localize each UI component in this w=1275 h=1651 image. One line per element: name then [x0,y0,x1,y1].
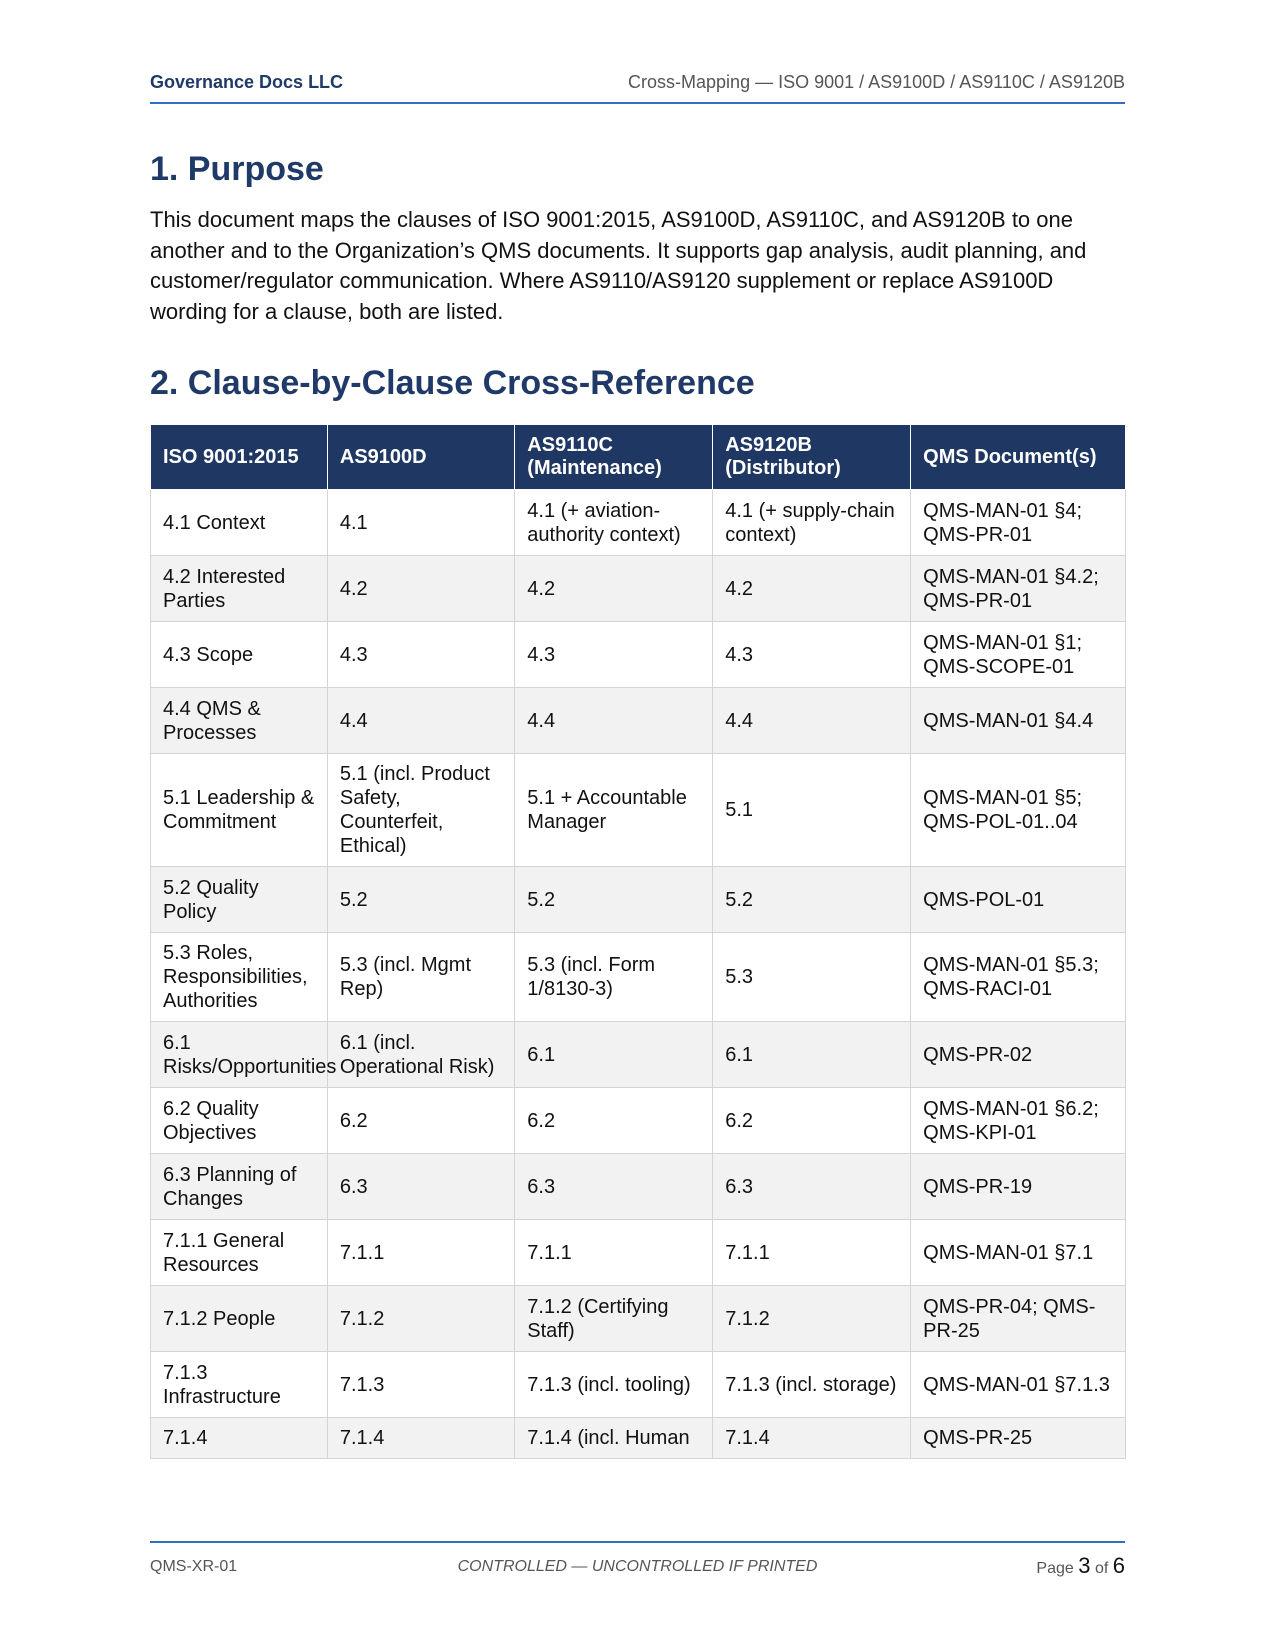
page-header [150,72,1125,104]
as9100d-cell: 6.1 (incl. Operational Risk) [327,1022,514,1088]
as9110c-cell: 7.1.1 [515,1220,713,1286]
as9120b-cell: 7.1.4 [713,1418,911,1459]
table-row [151,754,1126,867]
table-row [151,556,1126,622]
iso9001-cell: 4.1 Context [151,490,328,556]
iso9001-cell: 7.1.2 People [151,1286,328,1352]
qms-documents-cell: QMS-MAN-01 §6.2; QMS-KPI-01 [911,1088,1126,1154]
column-header-as9110c: AS9110C (Maintenance) [515,425,713,490]
purpose-paragraph: This document maps the clauses of ISO 9001:2015, AS9100D, AS9110C, and AS9120B to one another and to the Organization’s QMS documents. It supports gap analysis, audit planning, and customer/regulator communication. Where AS9110/AS9120 supplement or replace AS9100D wording for a clause, both are listed. [150,207,1087,324]
footer-control-notice: CONTROLLED — UNCONTROLLED IF PRINTED [457,1558,818,1575]
as9110c-cell: 6.1 [515,1022,713,1088]
table-row [151,1352,1126,1418]
page-prefix: Page [1036,1560,1074,1577]
iso9001-cell: 5.1 Leadership & Commitment [151,754,328,867]
iso9001-cell: 7.1.1 General Resources [151,1220,328,1286]
as9100d-cell: 5.1 (incl. Product Safety, Counterfeit, Ethical) [327,754,514,867]
as9110c-cell: 4.4 [515,688,713,754]
iso9001-cell: 6.1 Risks/Opportunities [151,1022,328,1088]
as9100d-cell: 4.4 [327,688,514,754]
table-row [151,622,1126,688]
header-document-title: Cross-Mapping — ISO 9001 / AS9100D / AS9110C / AS9120B [628,72,1125,92]
table-row [151,1022,1126,1088]
qms-documents-cell: QMS-MAN-01 §4; QMS-PR-01 [911,490,1126,556]
table-row [151,1088,1126,1154]
table-header-row [151,425,1126,490]
as9120b-cell: 4.4 [713,688,911,754]
as9100d-cell: 4.3 [327,622,514,688]
qms-documents-cell: QMS-MAN-01 §5.3; QMS-RACI-01 [911,933,1126,1022]
qms-documents-cell: QMS-PR-19 [911,1154,1126,1220]
iso9001-cell: 4.4 QMS & Processes [151,688,328,754]
page-total: 6 [1112,1553,1125,1578]
as9120b-cell: 5.1 [713,754,911,867]
as9100d-cell: 6.3 [327,1154,514,1220]
iso9001-cell: 4.2 Interested Parties [151,556,328,622]
as9110c-cell: 7.1.3 (incl. tooling) [515,1352,713,1418]
page-current: 3 [1078,1553,1091,1578]
as9110c-cell: 7.1.2 (Certifying Staff) [515,1286,713,1352]
as9120b-cell: 6.2 [713,1088,911,1154]
qms-documents-cell: QMS-MAN-01 §4.2; QMS-PR-01 [911,556,1126,622]
iso9001-cell: 7.1.3 Infrastructure [151,1352,328,1418]
iso9001-cell: 6.3 Planning of Changes [151,1154,328,1220]
cross-reference-table [150,424,1126,1459]
qms-documents-cell: QMS-MAN-01 §5; QMS-POL-01..04 [911,754,1126,867]
as9110c-cell: 5.3 (incl. Form 1/8130-3) [515,933,713,1022]
table-row [151,1418,1126,1459]
column-header-iso9001: ISO 9001:2015 [151,425,328,490]
table-row [151,1154,1126,1220]
header-company-name: Governance Docs LLC [150,72,344,92]
crossref-heading: 2. Clause-by-Clause Cross-Reference [150,364,755,402]
table-row [151,1220,1126,1286]
purpose-heading: 1. Purpose [150,150,324,188]
as9120b-cell: 6.1 [713,1022,911,1088]
as9110c-cell: 6.2 [515,1088,713,1154]
footer-document-id: QMS-XR-01 [150,1558,238,1575]
as9110c-cell: 7.1.4 (incl. Human [515,1418,713,1459]
table-row [151,490,1126,556]
as9100d-cell: 7.1.2 [327,1286,514,1352]
as9120b-cell: 4.3 [713,622,911,688]
qms-documents-cell: QMS-MAN-01 §7.1.3 [911,1352,1126,1418]
as9120b-cell: 7.1.2 [713,1286,911,1352]
as9110c-cell: 4.3 [515,622,713,688]
as9120b-cell: 7.1.1 [713,1220,911,1286]
table-row [151,1286,1126,1352]
as9110c-cell: 6.3 [515,1154,713,1220]
as9110c-cell: 5.1 + Accountable Manager [515,754,713,867]
as9120b-cell: 7.1.3 (incl. storage) [713,1352,911,1418]
as9120b-cell: 4.1 (+ supply-chain context) [713,490,911,556]
as9100d-cell: 4.1 [327,490,514,556]
column-header-as9120b: AS9120B (Distributor) [713,425,911,490]
qms-documents-cell: QMS-PR-02 [911,1022,1126,1088]
table-row [151,867,1126,933]
qms-documents-cell: QMS-PR-25 [911,1418,1126,1459]
qms-documents-cell: QMS-MAN-01 §1; QMS-SCOPE-01 [911,622,1126,688]
iso9001-cell: 6.2 Quality Objectives [151,1088,328,1154]
as9110c-cell: 4.1 (+ aviation-authority context) [515,490,713,556]
column-header-qms-documents: QMS Document(s) [911,425,1126,490]
as9100d-cell: 4.2 [327,556,514,622]
footer-page-number [1036,1553,1125,1579]
iso9001-cell: 7.1.4 [151,1418,328,1459]
column-header-as9100d: AS9100D [327,425,514,490]
as9120b-cell: 5.2 [713,867,911,933]
iso9001-cell: 4.3 Scope [151,622,328,688]
as9120b-cell: 6.3 [713,1154,911,1220]
as9120b-cell: 5.3 [713,933,911,1022]
as9120b-cell: 4.2 [713,556,911,622]
as9100d-cell: 7.1.3 [327,1352,514,1418]
as9100d-cell: 7.1.1 [327,1220,514,1286]
qms-documents-cell: QMS-POL-01 [911,867,1126,933]
as9100d-cell: 6.2 [327,1088,514,1154]
qms-documents-cell: QMS-MAN-01 §4.4 [911,688,1126,754]
as9100d-cell: 5.2 [327,867,514,933]
page-footer [150,1541,1125,1583]
as9110c-cell: 4.2 [515,556,713,622]
page-of: of [1094,1560,1109,1577]
iso9001-cell: 5.2 Quality Policy [151,867,328,933]
as9110c-cell: 5.2 [515,867,713,933]
qms-documents-cell: QMS-MAN-01 §7.1 [911,1220,1126,1286]
iso9001-cell: 5.3 Roles, Responsibilities, Authorities [151,933,328,1022]
as9100d-cell: 7.1.4 [327,1418,514,1459]
as9100d-cell: 5.3 (incl. Mgmt Rep) [327,933,514,1022]
table-row [151,933,1126,1022]
qms-documents-cell: QMS-PR-04; QMS-PR-25 [911,1286,1126,1352]
table-row [151,688,1126,754]
